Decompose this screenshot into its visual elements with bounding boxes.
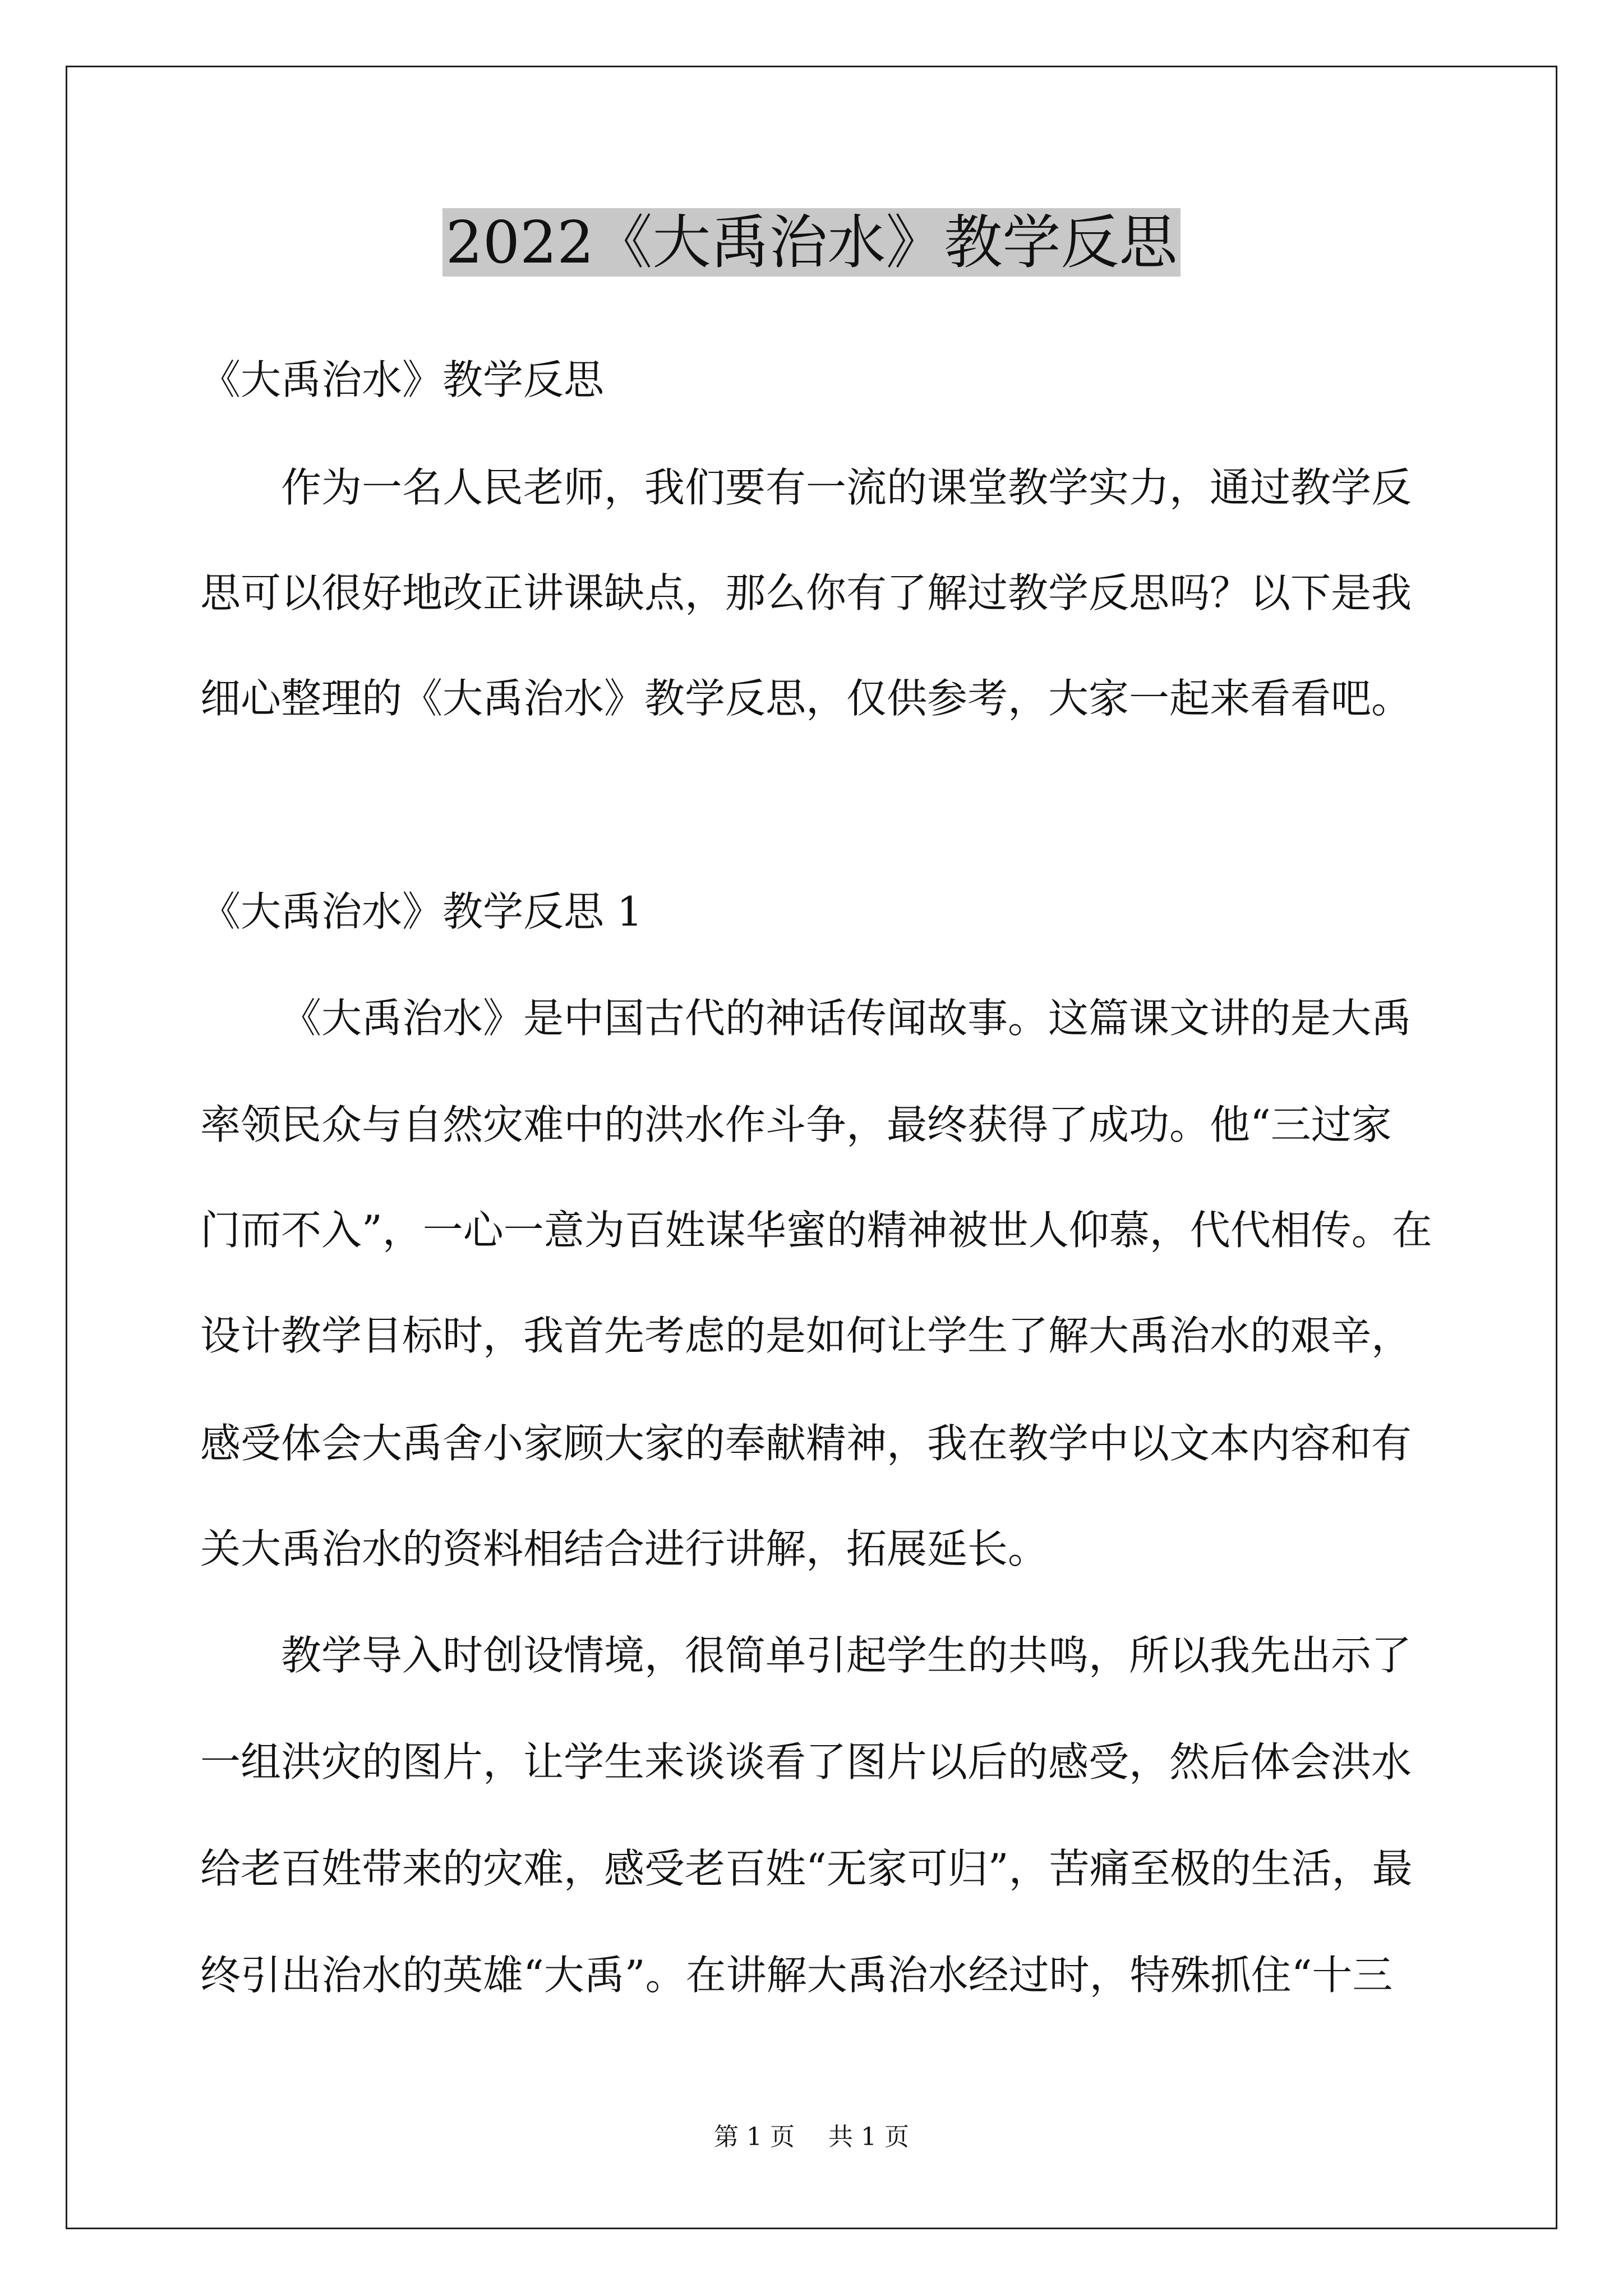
- section-1-heading: 《大禹治水》教学反思 1: [200, 888, 643, 935]
- section-1-para-1-line: 关大禹治水的资料相结合进行讲解，拓展延长。: [200, 1525, 1049, 1572]
- section-1-para-2-line: 一组洪灾的图片，让学生来谈谈看了图片以后的感受，然后体会洪水: [200, 1738, 1412, 1786]
- page-number: 第 1 页: [714, 2123, 795, 2151]
- section-1-para-2-line: 给老百姓带来的灾难，感受老百姓“无家可归”，苦痛至极的生活，最: [200, 1845, 1413, 1892]
- intro-heading: 《大禹治水》教学反思: [200, 356, 605, 403]
- intro-line: 作为一名人民老师，我们要有一流的课堂教学实力，通过教学反: [281, 464, 1412, 511]
- section-1-para-2-line: 教学导入时创设情境，很简单引起学生的共鸣，所以我先出示了: [281, 1632, 1412, 1679]
- page-footer: [0, 2120, 1623, 2154]
- page-total: 共 1 页: [828, 2123, 909, 2151]
- document-title: 2022《大禹治水》教学反思: [0, 206, 1623, 279]
- intro-line: 思可以很好地改正讲课缺点，那么你有了解过教学反思吗？以下是我: [200, 569, 1412, 616]
- section-1-para-1-line: 门而不入”，一心一意为百姓谋华蜜的精神被世人仰慕，代代相传。在: [200, 1207, 1432, 1254]
- section-1-para-1-line: 感受体会大禹舍小家顾大家的奉献精神，我在教学中以文本内容和有: [200, 1420, 1412, 1467]
- section-1-para-1-line: 率领民众与自然灾难中的洪水作斗争，最终获得了成功。他“三过家: [200, 1101, 1392, 1148]
- section-1-para-2-line: 终引出治水的英雄“大禹”。在讲解大禹治水经过时，特殊抓住“十三: [200, 1952, 1393, 1999]
- section-1-para-1-line: 设计教学目标时，我首先考虑的是如何让学生了解大禹治水的艰辛，: [200, 1312, 1412, 1359]
- intro-line: 细心整理的《大禹治水》教学反思，仅供参考，大家一起来看看吧。: [200, 675, 1412, 722]
- section-1-para-1-line: 《大禹治水》是中国古代的神话传闻故事。这篇课文讲的是大禹: [281, 995, 1412, 1042]
